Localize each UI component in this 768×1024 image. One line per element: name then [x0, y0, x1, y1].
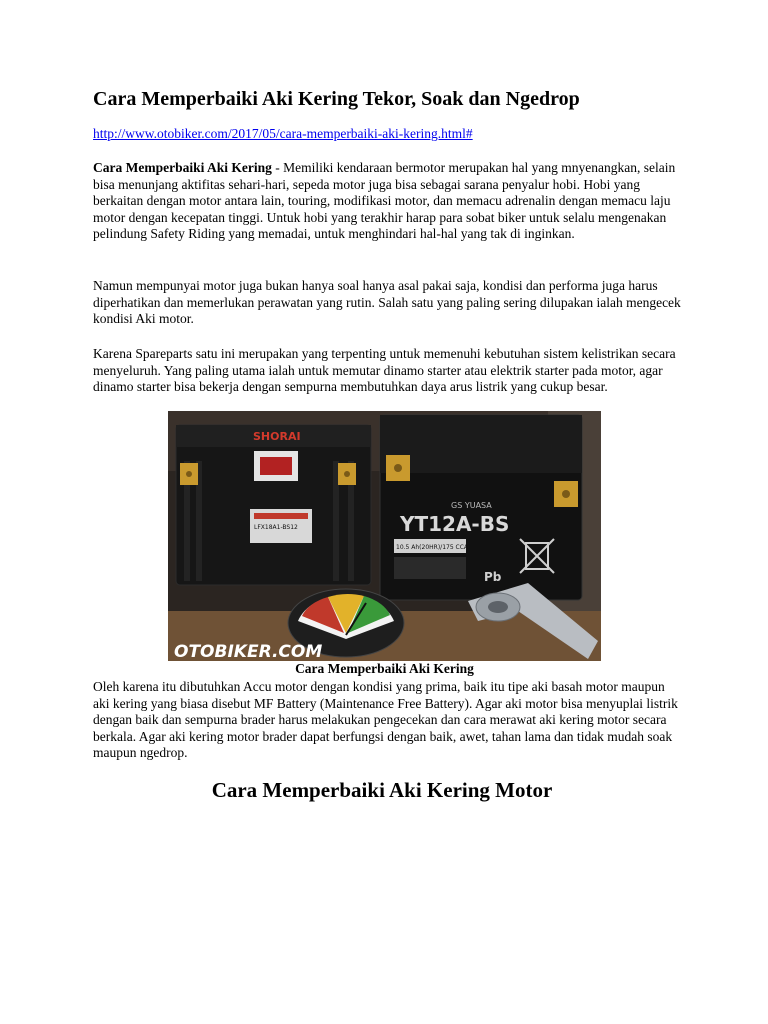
right-battery-model: YT12A-BS: [400, 512, 510, 536]
right-battery-spec: 10.5 Ah(20HR)/175 CCA: [396, 544, 469, 551]
paragraph-accu: Oleh karena itu dibutuhkan Accu motor dengan kondisi yang prima, baik itu tipe aki basah motor maupun aki kering yang biasa disebut MF Battery (Maintenance Free Battery). Agar aki motor bisa menyuplai listrik dengan baik dan sempurna brader harus melakukan pengecekan dan cara merawat aki kering motor secara berkala. Agar aki kering motor brader dapat berfungsi dengan baik, awet, tahan lama dan tidak mudah soak maupun ngedrop.: [93, 679, 678, 761]
intro-paragraph: [93, 160, 683, 243]
right-battery: [380, 415, 582, 600]
page-title: Cara Memperbaiki Aki Kering Tekor, Soak dan Ngedrop: [93, 88, 580, 110]
left-battery: [176, 425, 371, 585]
source-link[interactable]: http://www.otobiker.com/2017/05/cara-memperbaiki-aki-kering.html#: [93, 126, 473, 141]
battery-photo-illustration: [168, 411, 601, 661]
battery-photo: [168, 411, 601, 661]
intro-bold-lead: Cara Memperbaiki Aki Kering: [93, 160, 272, 175]
photo-watermark: OTOBIKER.COM: [174, 642, 323, 661]
figure-caption: Cara Memperbaiki Aki Kering: [295, 661, 474, 676]
right-battery-brand: GS YUASA: [451, 501, 492, 510]
left-battery-model: LFX18A1-BS12: [254, 524, 298, 531]
intro-text: - Memiliki kendaraan bermotor merupakan hal yang mnyenangkan, selain bisa menunjang aktifitas sehari-hari, sepeda motor juga bisa sebagai sarana penyalur hobi. Hobi yang berkaitan dengan motor antara lain, touring, modifikasi motor, dan memacu adrenalin dengan memacu laju motor dengan kecepatan tinggi. Untuk hobi yang terakhir harap para sobat biker untuk selalu mengenakan pelindung Safety Riding yang memadai, untuk menghindari hal-hal yang tak di inginkan.: [93, 160, 676, 242]
right-battery-pb-mark: Pb: [484, 570, 502, 584]
section-heading: Cara Memperbaiki Aki Kering Motor: [211, 778, 553, 802]
left-battery-brand: SHORAI: [253, 430, 301, 443]
paragraph-spareparts: Karena Spareparts satu ini merupakan yang terpenting untuk memenuhi kebutuhan sistem kelistrikan secara menyeluruh. Yang paling utama ialah untuk memutar dinamo starter atau elektrik starter pada motor, agar dinamo starter bisa bekerja dengan sempurna membutuhkan daya arus listrik yang cukup besar.: [93, 346, 676, 395]
paragraph-maintenance: Namun mempunyai motor juga bukan hanya soal hanya asal pakai saja, kondisi dan performa juga harus diperhatikan dan memerlukan perawatan yang rutin. Salah satu yang paling sering dilupakan ialah mengecek kondisi Aki motor.: [93, 278, 681, 327]
